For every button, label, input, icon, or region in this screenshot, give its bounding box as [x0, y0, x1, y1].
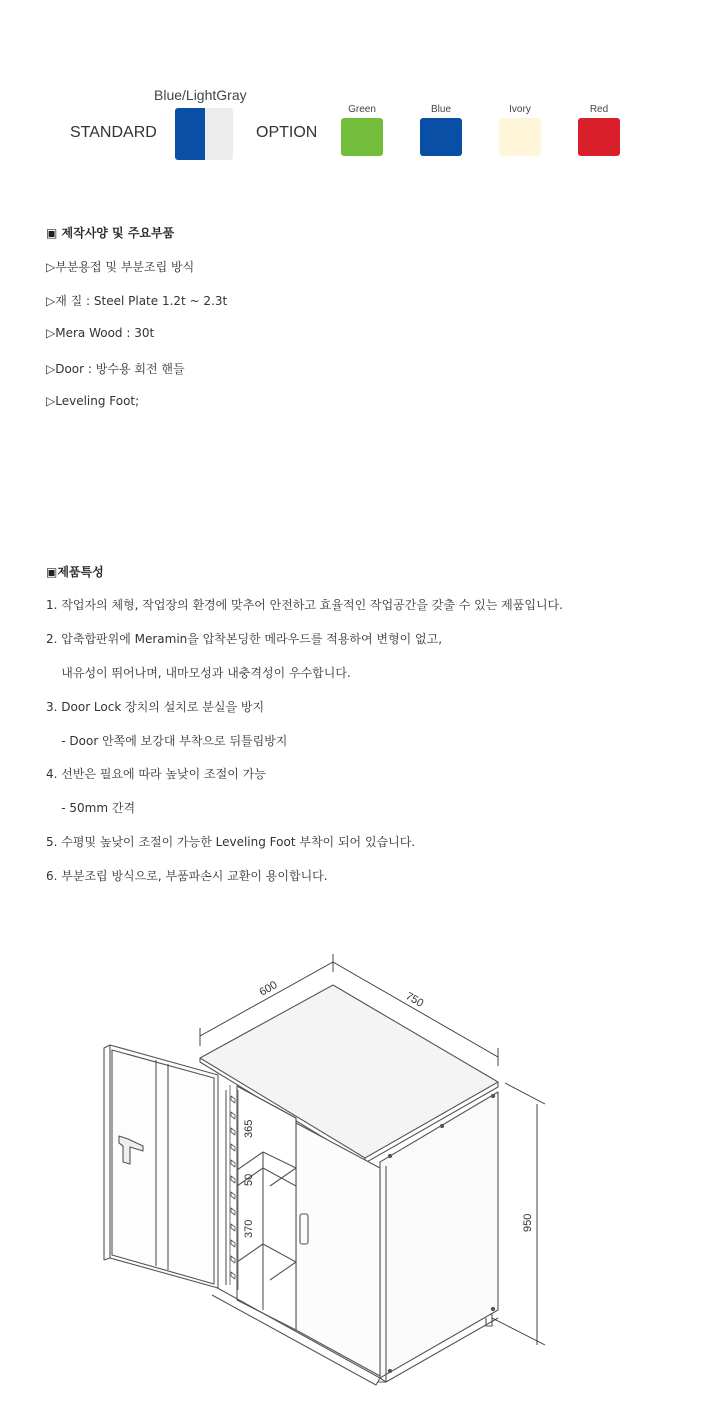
dim-shelf-top: 365 — [243, 1119, 255, 1138]
feature-item: - 50mm 간격 — [46, 801, 136, 815]
feature-item: 1. 작업자의 체형, 작업장의 환경에 맞추어 안전하고 효율적인 작업공간을 갖출 수 있는 제품입니다. — [46, 598, 563, 612]
spec-item: ▷부분용접 및 부분조립 방식 — [46, 260, 195, 274]
feature-item: 2. 압축합판위에 Meramin을 압착본딩한 메라우드를 적용하여 변형이 없고, — [46, 632, 443, 646]
specs-title: ▣ 제작사양 및 주요부품 — [46, 226, 175, 240]
option-swatch-ivory — [499, 118, 541, 156]
feature-item: 4. 선반은 필요에 따라 높낮이 조절이 가능 — [46, 767, 266, 781]
standard-label: STANDARD — [70, 124, 157, 141]
option-swatch-green — [341, 118, 383, 156]
feature-item: - Door 안쪽에 보강대 부착으로 뒤틀림방지 — [46, 734, 288, 748]
standard-swatch — [175, 108, 233, 160]
spec-item: ▷Leveling Foot; — [46, 394, 140, 408]
feature-item: 3. Door Lock 장치의 설치로 분실을 방지 — [46, 700, 265, 714]
option-name-ivory: Ivory — [509, 104, 531, 115]
spec-item: ▷재 질 : Steel Plate 1.2t ~ 2.3t — [46, 294, 228, 308]
dim-shelf-bottom: 370 — [243, 1219, 255, 1238]
option-swatch-red — [578, 118, 620, 156]
spec-item: ▷Mera Wood : 30t — [46, 326, 155, 340]
option-label: OPTION — [256, 124, 318, 141]
dim-shelf-gap: 50 — [243, 1173, 255, 1186]
standard-swatch-lightgray — [205, 108, 233, 160]
features-title: ▣제품특성 — [46, 565, 104, 579]
option-swatch-blue — [420, 118, 462, 156]
option-name-green: Green — [348, 104, 376, 115]
option-name-blue: Blue — [430, 104, 451, 115]
cabinet-drawing — [0, 940, 709, 1400]
option-name-red: Red — [589, 104, 609, 115]
dim-width: 600 — [257, 979, 280, 999]
dim-height: 950 — [522, 1213, 534, 1232]
spec-item: ▷Door : 방수용 회전 핸들 — [46, 362, 185, 376]
standard-color-name: Blue/LightGray — [154, 87, 247, 103]
dim-depth: 750 — [403, 990, 426, 1010]
feature-item: 내유성이 뛰어나며, 내마모성과 내충격성이 우수합니다. — [46, 666, 351, 680]
standard-swatch-blue — [175, 108, 205, 160]
feature-item: 6. 부분조립 방식으로, 부품파손시 교환이 용이합니다. — [46, 869, 328, 883]
feature-item: 5. 수평및 높낮이 조절이 가능한 Leveling Foot 부착이 되어 있습니다. — [46, 835, 416, 849]
